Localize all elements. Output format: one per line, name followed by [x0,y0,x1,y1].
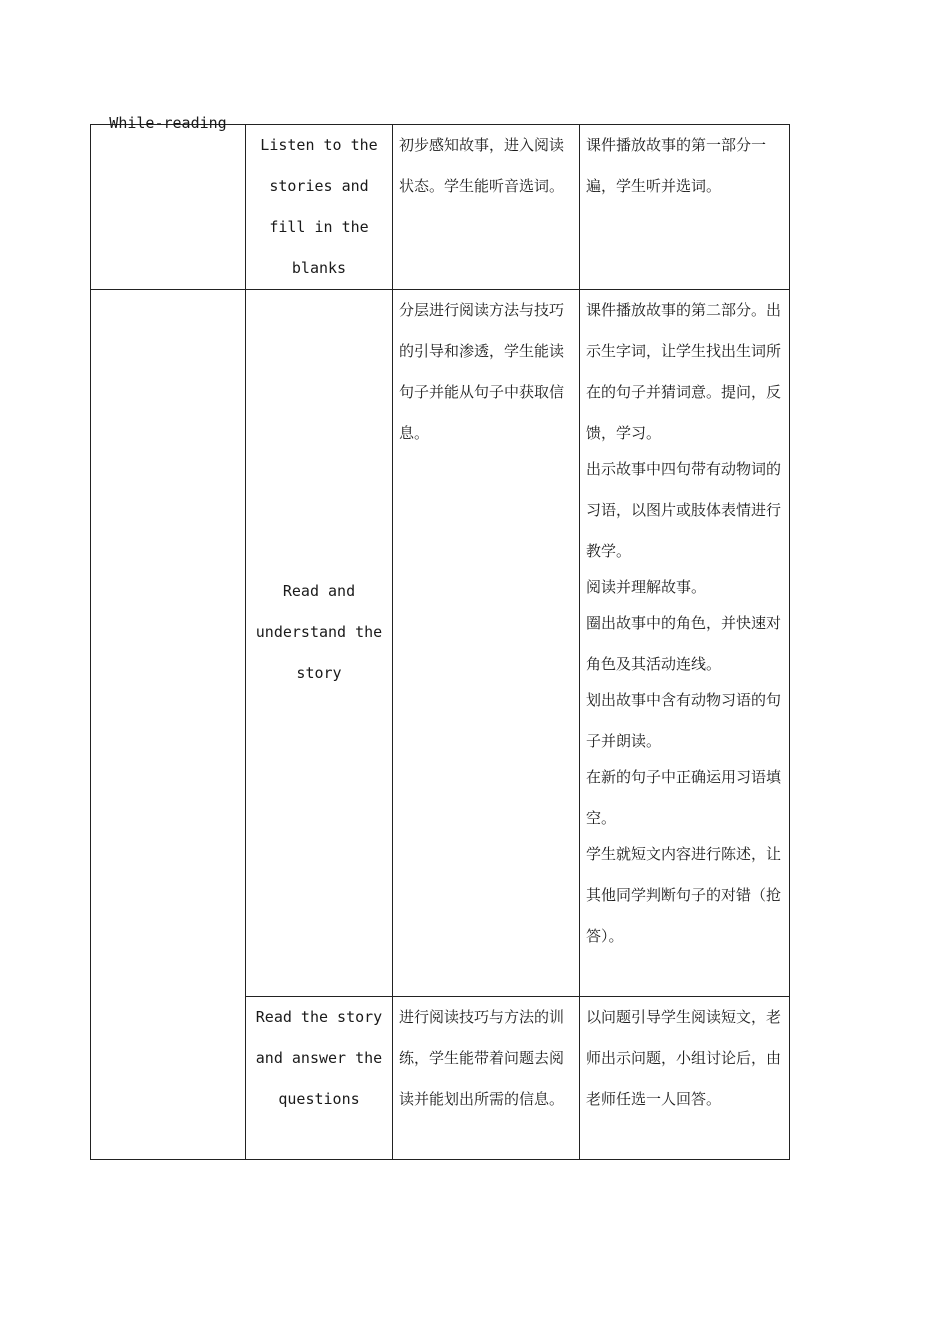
activity-cell [246,125,393,290]
purpose-text: 分层进行阅读方法与技巧的引导和渗透，学生能读句子并能从句子中获取信息。 [399,301,565,442]
stage-cell [91,290,246,1160]
purpose-text: 初步感知故事，进入阅读状态。学生能听音选词。 [399,136,565,195]
table-row [91,125,790,290]
process-step: 以问题引导学生阅读短文，老师出示问题，小组讨论后，由老师任选一人回答。 [586,1008,782,1108]
purpose-cell [393,125,580,290]
activity-label: Listen to the stories and fill in the blanks [260,136,378,277]
lesson-plan-table [90,114,790,1160]
process-step: 课件播放故事的第二部分。出示生字词，让学生找出生词所在的句子并猜词意。提问，反馈，学习。 [586,301,782,442]
process-cell [580,290,790,997]
process-cell [580,125,790,290]
stage-cell [91,114,246,290]
purpose-cell [393,997,580,1160]
process-step: 出示故事中四句带有动物词的习语，以图片或肢体表情进行教学。 [586,460,782,560]
process-step: 在新的句子中正确运用习语填空。 [586,768,782,827]
process-step: 学生就短文内容进行陈述，让其他同学判断句子的对错（抢答）。 [586,845,782,945]
activity-cell [246,290,393,997]
process-step: 圈出故事中的角色，并快速对角色及其活动连线。 [586,614,782,673]
stage-label: While-reading [109,114,227,132]
purpose-cell [393,290,580,997]
process-cell [580,997,790,1160]
activity-label: Read and understand the story [255,581,383,682]
purpose-text: 进行阅读技巧与方法的训练，学生能带着问题去阅读并能划出所需的信息。 [399,1008,565,1108]
activity-cell [246,997,393,1160]
activity-label: Read the story and answer the questions [255,1008,383,1108]
table-row [91,290,790,997]
process-step: 阅读并理解故事。 [586,578,707,596]
process-step: 划出故事中含有动物习语的句子并朗读。 [586,691,782,750]
process-step: 课件播放故事的第一部分一遍，学生听并选词。 [586,136,767,195]
